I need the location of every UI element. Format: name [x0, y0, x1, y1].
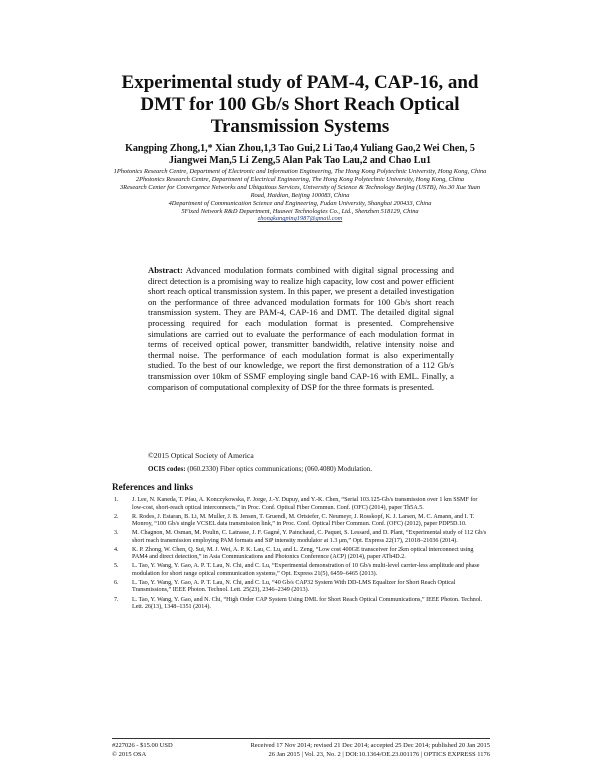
- reference-item: [112, 580, 490, 595]
- footer-divider: [112, 738, 490, 739]
- reference-text: R. Rodes, J. Estaran, B. Li, M. Muller, J. B. Jensen, T. Gruendl, M. Ortsiefer, C. Neumeyr, J. Rosskopf, K. J. Larsen, M. C. Amann, and I. T. Monroy, “100 Gb/s single VCSEL data transmission link,” in Proc. Conf. Optical Fiber Commun. Conf. (OFC) (2012), paper PDP5D.10.: [132, 513, 475, 528]
- reference-text: M. Chagnon, M. Osman, M. Poulin, C. Latrasse, J. F. Gagné, Y. Painchaud, C. Paquet, S. Lessard, and D. Plant, “Experimental study of 112 Gb/s short reach transmission employing PAM formats and SiP intensity modulator at 1.3 μm,” Opt. Express 22(17), 21018–21036 (2014).: [132, 530, 487, 544]
- reference-number: 2.: [114, 513, 119, 520]
- copyright-notice: ©2015 Optical Society of America: [148, 451, 254, 460]
- publication-history: Received 17 Nov 2014; revised 21 Dec 2014; accepted 25 Dec 2014; published 20 Jan 2015: [250, 742, 490, 749]
- reference-number: 4.: [114, 546, 119, 553]
- author-list: [110, 143, 490, 167]
- affiliation: 4Department of Communication Science and Engineering, Fudan University, Shanghai 200433, China: [168, 199, 432, 207]
- article-id: #227026 - $15.00 USD: [112, 742, 173, 749]
- reference-text: L. Tao, Y. Wang, Y. Gao, A. P. T. Lau, N. Chi, and C. Lu, “40 Gb/s CAP32 System With DD-LMS Equalizer for Short Reach Optical Transmissions,” IEEE Photon. Technol. Lett. 25(23), 2346–2349 (2013).: [132, 579, 456, 594]
- reference-item: [112, 563, 490, 578]
- reference-number: 1.: [114, 497, 119, 503]
- reference-item: [112, 497, 490, 512]
- author-line: Kangping Zhong,1,* Xian Zhou,1,3 Tao Gui,2 Li Tao,4 Yuliang Gao,2 Wei Chen, 5: [125, 143, 475, 154]
- reference-item: [112, 514, 490, 529]
- reference-text: L. Tao, Y. Wang, Y. Gao, A. P. T. Lau, N. Chi, and C. Lu, “Experimental demonstration of 10 Gb/s multi-level carrier-less amplitude and phase modulation for short range optical communication systems,” Opt. Express 21(5), 6459–6465 (2013).: [132, 563, 480, 577]
- reference-list: [112, 497, 490, 613]
- reference-number: 3.: [114, 530, 119, 537]
- reference-text: J. Lee, N. Kaneda, T. Pfau, A. Konczykowska, F. Jorge, J.-Y. Dupuy, and Y.-K. Chen, “Serial 103.125-Gb/s transmission over 1 km SSMF for low-cost, short-reach optical interconnects,” in Proc. Conf. Optical Fiber Commun. Conf. (OFC) (2014), paper Th5A.5.: [132, 497, 478, 511]
- footer-copyright: © 2015 OSA: [112, 750, 147, 758]
- ocis-label: OCIS codes:: [148, 465, 186, 473]
- reference-item: [112, 597, 490, 612]
- page-footer: [112, 742, 490, 759]
- references-heading: References and links: [112, 482, 193, 492]
- abstract-text: Advanced modulation formats combined with digital signal processing and direct detection is a promising way to realize high capacity, low cost and power efficient short reach optical transmission system. In this paper, we present a detailed investigation on the performance of three advanced modulation formats for 100 Gb/s short reach transmission system. They are PAM-4, CAP-16 and DMT. The detailed digital signal processing required for each modulation format is presented. Comprehensive simulations are carried out to evaluate the performance of each modulation format in terms of received optical power, transmitter bandwidth, relative intensity noise and thermal noise. The performance of each modulation format is also experimentally studied. To the best of our knowledge, we report the first demonstration of a 112 Gb/s transmission over 10km of SSMF employing single band CAP-16 with EML. Finally, a comparison of computational complexity of DSP for the three formats is presented.: [148, 265, 454, 392]
- title-line: Transmission Systems: [210, 116, 390, 137]
- affiliation: 5Fixed Network R&D Department, Huawei Technologies Co., Ltd., Shenzhen 518129, China: [181, 207, 419, 215]
- email-link[interactable]: zhongkangping1987@gmail.com: [257, 215, 343, 223]
- affiliation: 2Photonics Research Centre, Department of Electrical Engineering, The Hong Kong Polytechnic University, Hong Kong, China: [135, 175, 465, 183]
- abstract: [148, 265, 454, 392]
- ocis-codes: [148, 464, 468, 474]
- reference-number: 5.: [114, 563, 119, 570]
- reference-item: [112, 547, 490, 562]
- paper-title: [80, 72, 520, 138]
- affiliations: [112, 168, 488, 223]
- affiliation: 3Research Center for Convergence Networks and Ubiquitous Services, University of Science & Technology Beijing (USTB), No.30 Xue Yuan Road, Haidian, Beijing 100083, China: [119, 183, 481, 199]
- abstract-label: Abstract:: [148, 265, 183, 275]
- author-line: Jiangwei Man,5 Li Zeng,5 Alan Pak Tao Lau,2 and Chao Lu1: [168, 155, 432, 166]
- reference-number: 6.: [114, 579, 119, 586]
- title-line: DMT for 100 Gb/s Short Reach Optical: [140, 94, 460, 115]
- reference-number: 7.: [114, 596, 119, 603]
- reference-item: [112, 530, 490, 545]
- affiliation: 1Photonics Research Centre, Department of Electronic and Information Engineering, The Hong Kong Polytechnic University, Hong Kong, China: [113, 168, 487, 175]
- reference-text: K. P. Zhong, W. Chen, Q. Sui, M. J. Wei, A. P. K. Lau, C. Lu, and L. Zeng, “Low cost 400GE transceiver for 2km optical interconnect using PAM4 and direct detection,” in Asia Communications and Photonics Conference (ACP) (2014), paper ATh4D.2.: [132, 546, 474, 561]
- ocis-text: (060.2330) Fiber optics communications; (060.4080) Modulation.: [187, 465, 372, 473]
- title-line: Experimental study of PAM-4, CAP-16, and: [121, 72, 479, 93]
- reference-text: L. Tao, Y. Wang, Y. Gao, and N. Chi, “High Order CAP System Using DML for Short Reach Optical Communications,” IEEE Photon. Technol. Lett. 26(13), 1348–1351 (2014).: [132, 596, 483, 611]
- journal-citation: 26 Jan 2015 | Vol. 23, No. 2 | DOI:10.1364/OE.23.001176 | OPTICS EXPRESS 1176: [268, 750, 490, 758]
